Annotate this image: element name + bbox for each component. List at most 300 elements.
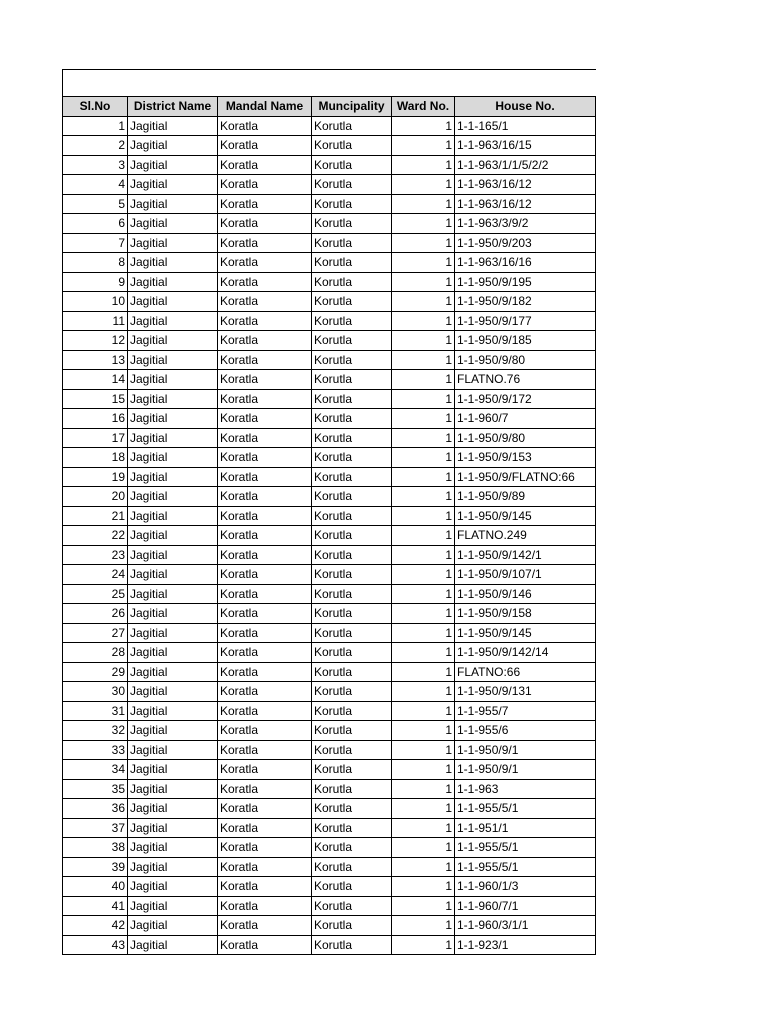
cell-muncipality: Korutla xyxy=(312,896,392,916)
cell-sl-no: 42 xyxy=(63,916,128,936)
cell-house-no: 1-1-950/9/1 xyxy=(455,740,596,760)
cell-sl-no: 34 xyxy=(63,760,128,780)
cell-sl-no: 1 xyxy=(63,116,128,136)
table-row xyxy=(63,662,596,682)
cell-ward-no: 1 xyxy=(392,428,455,448)
cell-mandal-name: Koratla xyxy=(218,604,312,624)
cell-mandal-name: Koratla xyxy=(218,643,312,663)
cell-house-no: 1-1-950/9/172 xyxy=(455,389,596,409)
cell-house-no: 1-1-950/9/145 xyxy=(455,623,596,643)
cell-mandal-name: Koratla xyxy=(218,545,312,565)
cell-house-no: 1-1-955/7 xyxy=(455,701,596,721)
sheet-left-border xyxy=(62,69,63,96)
table-header xyxy=(63,97,596,117)
cell-sl-no: 2 xyxy=(63,136,128,156)
cell-district-name: Jagitial xyxy=(128,194,218,214)
cell-sl-no: 3 xyxy=(63,155,128,175)
cell-sl-no: 14 xyxy=(63,370,128,390)
cell-mandal-name: Koratla xyxy=(218,389,312,409)
cell-mandal-name: Koratla xyxy=(218,877,312,897)
cell-ward-no: 1 xyxy=(392,506,455,526)
cell-mandal-name: Koratla xyxy=(218,526,312,546)
cell-district-name: Jagitial xyxy=(128,779,218,799)
cell-sl-no: 37 xyxy=(63,818,128,838)
cell-ward-no: 1 xyxy=(392,818,455,838)
cell-district-name: Jagitial xyxy=(128,701,218,721)
cell-muncipality: Korutla xyxy=(312,526,392,546)
cell-ward-no: 1 xyxy=(392,194,455,214)
cell-ward-no: 1 xyxy=(392,116,455,136)
cell-sl-no: 6 xyxy=(63,214,128,234)
cell-sl-no: 41 xyxy=(63,896,128,916)
cell-mandal-name: Koratla xyxy=(218,350,312,370)
cell-house-no: 1-1-950/9/195 xyxy=(455,272,596,292)
cell-muncipality: Korutla xyxy=(312,311,392,331)
table-row xyxy=(63,506,596,526)
cell-muncipality: Korutla xyxy=(312,253,392,273)
table-row xyxy=(63,643,596,663)
cell-ward-no: 1 xyxy=(392,682,455,702)
cell-ward-no: 1 xyxy=(392,877,455,897)
cell-mandal-name: Koratla xyxy=(218,272,312,292)
cell-district-name: Jagitial xyxy=(128,214,218,234)
cell-muncipality: Korutla xyxy=(312,331,392,351)
cell-house-no: 1-1-950/9/89 xyxy=(455,487,596,507)
table-row xyxy=(63,526,596,546)
cell-district-name: Jagitial xyxy=(128,467,218,487)
cell-ward-no: 1 xyxy=(392,370,455,390)
cell-muncipality: Korutla xyxy=(312,272,392,292)
cell-mandal-name: Koratla xyxy=(218,896,312,916)
cell-muncipality: Korutla xyxy=(312,350,392,370)
cell-district-name: Jagitial xyxy=(128,389,218,409)
cell-mandal-name: Koratla xyxy=(218,194,312,214)
table-row xyxy=(63,116,596,136)
cell-ward-no: 1 xyxy=(392,701,455,721)
cell-district-name: Jagitial xyxy=(128,448,218,468)
cell-sl-no: 32 xyxy=(63,721,128,741)
cell-house-no: 1-1-951/1 xyxy=(455,818,596,838)
cell-sl-no: 17 xyxy=(63,428,128,448)
cell-district-name: Jagitial xyxy=(128,740,218,760)
cell-sl-no: 24 xyxy=(63,565,128,585)
table-row xyxy=(63,233,596,253)
cell-district-name: Jagitial xyxy=(128,331,218,351)
cell-house-no: 1-1-950/9/203 xyxy=(455,233,596,253)
cell-ward-no: 1 xyxy=(392,721,455,741)
cell-mandal-name: Koratla xyxy=(218,838,312,858)
cell-muncipality: Korutla xyxy=(312,682,392,702)
cell-house-no: FLATNO.76 xyxy=(455,370,596,390)
cell-sl-no: 20 xyxy=(63,487,128,507)
cell-house-no: 1-1-955/5/1 xyxy=(455,799,596,819)
cell-muncipality: Korutla xyxy=(312,818,392,838)
cell-ward-no: 1 xyxy=(392,272,455,292)
cell-district-name: Jagitial xyxy=(128,877,218,897)
cell-ward-no: 1 xyxy=(392,292,455,312)
cell-mandal-name: Koratla xyxy=(218,116,312,136)
cell-mandal-name: Koratla xyxy=(218,916,312,936)
sheet-top-border xyxy=(62,69,596,70)
cell-sl-no: 31 xyxy=(63,701,128,721)
cell-mandal-name: Koratla xyxy=(218,721,312,741)
cell-mandal-name: Koratla xyxy=(218,467,312,487)
table-row xyxy=(63,175,596,195)
cell-sl-no: 11 xyxy=(63,311,128,331)
cell-mandal-name: Koratla xyxy=(218,311,312,331)
cell-ward-no: 1 xyxy=(392,389,455,409)
cell-sl-no: 9 xyxy=(63,272,128,292)
table-row xyxy=(63,818,596,838)
cell-house-no: 1-1-950/9/107/1 xyxy=(455,565,596,585)
cell-mandal-name: Koratla xyxy=(218,779,312,799)
cell-mandal-name: Koratla xyxy=(218,818,312,838)
table-row xyxy=(63,701,596,721)
cell-mandal-name: Koratla xyxy=(218,487,312,507)
cell-house-no: 1-1-950/9/80 xyxy=(455,350,596,370)
cell-muncipality: Korutla xyxy=(312,409,392,429)
cell-district-name: Jagitial xyxy=(128,311,218,331)
cell-district-name: Jagitial xyxy=(128,116,218,136)
cell-mandal-name: Koratla xyxy=(218,370,312,390)
cell-sl-no: 18 xyxy=(63,448,128,468)
cell-sl-no: 19 xyxy=(63,467,128,487)
cell-house-no: 1-1-950/9/182 xyxy=(455,292,596,312)
cell-mandal-name: Koratla xyxy=(218,701,312,721)
header-district-name: District Name xyxy=(128,97,218,117)
cell-ward-no: 1 xyxy=(392,311,455,331)
cell-sl-no: 43 xyxy=(63,935,128,955)
cell-muncipality: Korutla xyxy=(312,916,392,936)
table-row xyxy=(63,292,596,312)
table-row xyxy=(63,194,596,214)
cell-muncipality: Korutla xyxy=(312,760,392,780)
cell-sl-no: 21 xyxy=(63,506,128,526)
cell-muncipality: Korutla xyxy=(312,389,392,409)
table-row xyxy=(63,682,596,702)
cell-ward-no: 1 xyxy=(392,331,455,351)
table-row xyxy=(63,916,596,936)
cell-house-no: 1-1-963/16/15 xyxy=(455,136,596,156)
cell-ward-no: 1 xyxy=(392,233,455,253)
cell-sl-no: 29 xyxy=(63,662,128,682)
cell-mandal-name: Koratla xyxy=(218,799,312,819)
cell-muncipality: Korutla xyxy=(312,545,392,565)
cell-muncipality: Korutla xyxy=(312,701,392,721)
table-row xyxy=(63,877,596,897)
cell-mandal-name: Koratla xyxy=(218,760,312,780)
cell-mandal-name: Koratla xyxy=(218,409,312,429)
cell-house-no: 1-1-955/6 xyxy=(455,721,596,741)
table-row xyxy=(63,799,596,819)
cell-mandal-name: Koratla xyxy=(218,584,312,604)
cell-house-no: 1-1-963 xyxy=(455,779,596,799)
cell-district-name: Jagitial xyxy=(128,136,218,156)
cell-house-no: 1-1-960/7/1 xyxy=(455,896,596,916)
cell-sl-no: 16 xyxy=(63,409,128,429)
cell-mandal-name: Koratla xyxy=(218,292,312,312)
table-row xyxy=(63,721,596,741)
cell-mandal-name: Koratla xyxy=(218,506,312,526)
table-row xyxy=(63,370,596,390)
table-row xyxy=(63,448,596,468)
table-row xyxy=(63,545,596,565)
cell-sl-no: 33 xyxy=(63,740,128,760)
header-row xyxy=(63,97,596,117)
table-row xyxy=(63,272,596,292)
cell-district-name: Jagitial xyxy=(128,857,218,877)
cell-district-name: Jagitial xyxy=(128,682,218,702)
cell-muncipality: Korutla xyxy=(312,136,392,156)
cell-ward-no: 1 xyxy=(392,623,455,643)
cell-sl-no: 5 xyxy=(63,194,128,214)
cell-mandal-name: Koratla xyxy=(218,155,312,175)
cell-district-name: Jagitial xyxy=(128,292,218,312)
cell-muncipality: Korutla xyxy=(312,565,392,585)
cell-house-no: 1-1-950/9/80 xyxy=(455,428,596,448)
table-row xyxy=(63,350,596,370)
table-row xyxy=(63,779,596,799)
header-house-no: House No. xyxy=(455,97,596,117)
table-row xyxy=(63,838,596,858)
cell-muncipality: Korutla xyxy=(312,857,392,877)
cell-muncipality: Korutla xyxy=(312,448,392,468)
cell-house-no: 1-1-165/1 xyxy=(455,116,596,136)
header-sl-no: Sl.No xyxy=(63,97,128,117)
cell-district-name: Jagitial xyxy=(128,935,218,955)
cell-ward-no: 1 xyxy=(392,916,455,936)
cell-house-no: 1-1-950/9/177 xyxy=(455,311,596,331)
cell-muncipality: Korutla xyxy=(312,194,392,214)
cell-ward-no: 1 xyxy=(392,214,455,234)
cell-ward-no: 1 xyxy=(392,779,455,799)
cell-district-name: Jagitial xyxy=(128,545,218,565)
table-row xyxy=(63,584,596,604)
cell-sl-no: 35 xyxy=(63,779,128,799)
cell-district-name: Jagitial xyxy=(128,253,218,273)
cell-house-no: 1-1-963/16/16 xyxy=(455,253,596,273)
table-row xyxy=(63,428,596,448)
cell-ward-no: 1 xyxy=(392,857,455,877)
cell-district-name: Jagitial xyxy=(128,584,218,604)
cell-mandal-name: Koratla xyxy=(218,233,312,253)
cell-ward-no: 1 xyxy=(392,350,455,370)
cell-muncipality: Korutla xyxy=(312,292,392,312)
cell-sl-no: 26 xyxy=(63,604,128,624)
cell-district-name: Jagitial xyxy=(128,662,218,682)
cell-district-name: Jagitial xyxy=(128,916,218,936)
cell-muncipality: Korutla xyxy=(312,740,392,760)
cell-house-no: 1-1-955/5/1 xyxy=(455,857,596,877)
cell-muncipality: Korutla xyxy=(312,584,392,604)
cell-district-name: Jagitial xyxy=(128,623,218,643)
table-row xyxy=(63,760,596,780)
table-row xyxy=(63,155,596,175)
table-row xyxy=(63,214,596,234)
cell-district-name: Jagitial xyxy=(128,643,218,663)
cell-house-no: 1-1-950/9/145 xyxy=(455,506,596,526)
cell-muncipality: Korutla xyxy=(312,175,392,195)
cell-muncipality: Korutla xyxy=(312,214,392,234)
cell-house-no: 1-1-960/1/3 xyxy=(455,877,596,897)
cell-muncipality: Korutla xyxy=(312,487,392,507)
cell-muncipality: Korutla xyxy=(312,838,392,858)
cell-district-name: Jagitial xyxy=(128,155,218,175)
cell-sl-no: 28 xyxy=(63,643,128,663)
cell-ward-no: 1 xyxy=(392,604,455,624)
cell-muncipality: Korutla xyxy=(312,604,392,624)
table-row xyxy=(63,136,596,156)
cell-house-no: 1-1-950/9/185 xyxy=(455,331,596,351)
table-body xyxy=(63,116,596,955)
cell-sl-no: 10 xyxy=(63,292,128,312)
cell-district-name: Jagitial xyxy=(128,760,218,780)
cell-sl-no: 36 xyxy=(63,799,128,819)
cell-mandal-name: Koratla xyxy=(218,857,312,877)
cell-mandal-name: Koratla xyxy=(218,136,312,156)
cell-ward-no: 1 xyxy=(392,409,455,429)
cell-ward-no: 1 xyxy=(392,487,455,507)
records-table xyxy=(62,96,596,955)
cell-ward-no: 1 xyxy=(392,662,455,682)
cell-district-name: Jagitial xyxy=(128,233,218,253)
cell-mandal-name: Koratla xyxy=(218,253,312,273)
cell-mandal-name: Koratla xyxy=(218,935,312,955)
table-row xyxy=(63,935,596,955)
cell-district-name: Jagitial xyxy=(128,487,218,507)
cell-mandal-name: Koratla xyxy=(218,175,312,195)
cell-mandal-name: Koratla xyxy=(218,428,312,448)
cell-district-name: Jagitial xyxy=(128,896,218,916)
cell-muncipality: Korutla xyxy=(312,467,392,487)
cell-muncipality: Korutla xyxy=(312,623,392,643)
cell-district-name: Jagitial xyxy=(128,526,218,546)
cell-muncipality: Korutla xyxy=(312,428,392,448)
cell-sl-no: 12 xyxy=(63,331,128,351)
cell-house-no: 1-1-955/5/1 xyxy=(455,838,596,858)
cell-house-no: 1-1-960/3/1/1 xyxy=(455,916,596,936)
table-row xyxy=(63,331,596,351)
cell-ward-no: 1 xyxy=(392,584,455,604)
cell-ward-no: 1 xyxy=(392,175,455,195)
cell-district-name: Jagitial xyxy=(128,350,218,370)
table-row xyxy=(63,311,596,331)
cell-house-no: 1-1-950/9/142/1 xyxy=(455,545,596,565)
cell-muncipality: Korutla xyxy=(312,155,392,175)
cell-house-no: 1-1-950/9/158 xyxy=(455,604,596,624)
cell-district-name: Jagitial xyxy=(128,818,218,838)
cell-muncipality: Korutla xyxy=(312,662,392,682)
cell-district-name: Jagitial xyxy=(128,428,218,448)
cell-sl-no: 38 xyxy=(63,838,128,858)
cell-ward-no: 1 xyxy=(392,545,455,565)
cell-house-no: 1-1-950/9/1 xyxy=(455,760,596,780)
cell-ward-no: 1 xyxy=(392,136,455,156)
cell-muncipality: Korutla xyxy=(312,799,392,819)
cell-house-no: 1-1-950/9/131 xyxy=(455,682,596,702)
cell-mandal-name: Koratla xyxy=(218,331,312,351)
cell-sl-no: 27 xyxy=(63,623,128,643)
cell-house-no: 1-1-963/16/12 xyxy=(455,175,596,195)
cell-muncipality: Korutla xyxy=(312,935,392,955)
header-muncipality: Muncipality xyxy=(312,97,392,117)
cell-house-no: 1-1-950/9/153 xyxy=(455,448,596,468)
cell-district-name: Jagitial xyxy=(128,370,218,390)
cell-muncipality: Korutla xyxy=(312,370,392,390)
table-row xyxy=(63,565,596,585)
cell-muncipality: Korutla xyxy=(312,233,392,253)
table-row xyxy=(63,896,596,916)
cell-ward-no: 1 xyxy=(392,253,455,273)
table-row xyxy=(63,740,596,760)
cell-sl-no: 30 xyxy=(63,682,128,702)
cell-ward-no: 1 xyxy=(392,467,455,487)
cell-muncipality: Korutla xyxy=(312,721,392,741)
cell-ward-no: 1 xyxy=(392,448,455,468)
cell-ward-no: 1 xyxy=(392,565,455,585)
cell-muncipality: Korutla xyxy=(312,877,392,897)
table-row xyxy=(63,857,596,877)
cell-mandal-name: Koratla xyxy=(218,565,312,585)
cell-mandal-name: Koratla xyxy=(218,682,312,702)
cell-muncipality: Korutla xyxy=(312,779,392,799)
cell-ward-no: 1 xyxy=(392,838,455,858)
table-row xyxy=(63,253,596,273)
cell-muncipality: Korutla xyxy=(312,116,392,136)
cell-ward-no: 1 xyxy=(392,896,455,916)
cell-ward-no: 1 xyxy=(392,155,455,175)
cell-muncipality: Korutla xyxy=(312,643,392,663)
cell-district-name: Jagitial xyxy=(128,721,218,741)
table-row xyxy=(63,604,596,624)
table-row xyxy=(63,467,596,487)
table-row xyxy=(63,623,596,643)
cell-house-no: 1-1-963/3/9/2 xyxy=(455,214,596,234)
cell-house-no: 1-1-960/7 xyxy=(455,409,596,429)
cell-district-name: Jagitial xyxy=(128,175,218,195)
table-row xyxy=(63,389,596,409)
cell-district-name: Jagitial xyxy=(128,272,218,292)
cell-sl-no: 25 xyxy=(63,584,128,604)
cell-ward-no: 1 xyxy=(392,935,455,955)
header-mandal-name: Mandal Name xyxy=(218,97,312,117)
cell-district-name: Jagitial xyxy=(128,799,218,819)
cell-sl-no: 7 xyxy=(63,233,128,253)
cell-mandal-name: Koratla xyxy=(218,214,312,234)
cell-mandal-name: Koratla xyxy=(218,448,312,468)
cell-district-name: Jagitial xyxy=(128,604,218,624)
cell-sl-no: 40 xyxy=(63,877,128,897)
cell-mandal-name: Koratla xyxy=(218,623,312,643)
cell-sl-no: 13 xyxy=(63,350,128,370)
cell-district-name: Jagitial xyxy=(128,409,218,429)
cell-house-no: 1-1-923/1 xyxy=(455,935,596,955)
cell-sl-no: 15 xyxy=(63,389,128,409)
cell-house-no: 1-1-963/16/12 xyxy=(455,194,596,214)
cell-ward-no: 1 xyxy=(392,643,455,663)
cell-house-no: 1-1-950/9/146 xyxy=(455,584,596,604)
cell-house-no: 1-1-963/1/1/5/2/2 xyxy=(455,155,596,175)
cell-ward-no: 1 xyxy=(392,740,455,760)
cell-district-name: Jagitial xyxy=(128,506,218,526)
cell-ward-no: 1 xyxy=(392,526,455,546)
cell-district-name: Jagitial xyxy=(128,838,218,858)
table-row xyxy=(63,409,596,429)
cell-mandal-name: Koratla xyxy=(218,662,312,682)
cell-sl-no: 39 xyxy=(63,857,128,877)
cell-house-no: 1-1-950/9/FLATNO:66 xyxy=(455,467,596,487)
cell-ward-no: 1 xyxy=(392,799,455,819)
